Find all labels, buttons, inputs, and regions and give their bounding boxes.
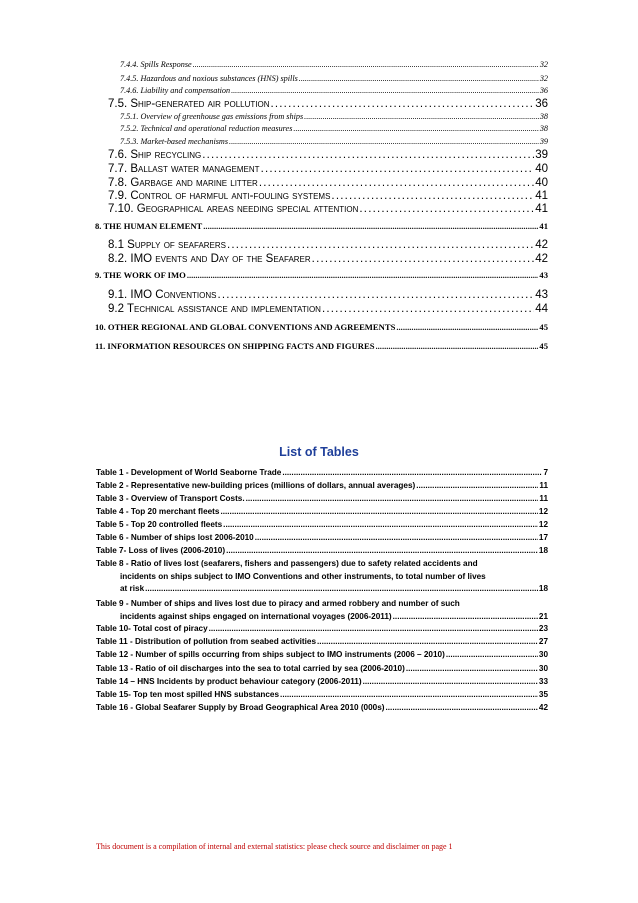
toc-entry-title: 7.4.6. Liability and compensation [120,86,231,95]
toc-entry-page: 41 [535,190,548,202]
table-entry[interactable] [96,468,548,480]
toc-entry[interactable] [95,341,548,354]
toc-entry-page: 39 [535,149,548,161]
toc-entry-page: 44 [535,303,548,315]
dot-leader [218,289,535,301]
table-entry-title-continued: incidents against ships engaged on international voyages (2006-2011) [120,611,392,621]
toc-entry-title: 7.5.3. Market-based mechanisms [120,137,229,146]
dot-leader [227,239,534,251]
dot-leader [393,611,538,624]
dot-leader [396,322,538,332]
toc-entry-page: 36 [535,98,548,110]
table-entry-page: 30 [538,650,548,659]
toc-entry-page: 45 [539,341,548,351]
table-entry-title: Table 6 - Number of ships lost 2006-2010 [96,533,254,542]
toc-entry-page: 38 [539,112,548,121]
dot-leader [282,468,542,477]
table-entry-page: 35 [538,690,548,699]
table-entry-page: 11 [539,481,548,490]
toc-entry-page: 38 [539,124,548,133]
dot-leader [322,303,534,315]
dot-leader [270,98,534,110]
table-entry-page: 12 [538,520,548,529]
toc-entry-title: 8.2. IMO events and Day of the Seafarer [108,253,311,265]
dot-leader [406,664,538,673]
table-entry[interactable] [96,520,548,532]
toc-entry-title: 7.6. Ship recycling [108,149,202,161]
dot-leader [386,703,538,712]
toc-entry-title: 7.5.2. Technical and operational reduction measures [120,124,293,133]
table-entry[interactable] [96,703,548,715]
toc-entry-title: 7.8. Garbage and marine litter [108,177,258,189]
table-entry-page: 11 [539,494,548,503]
table-entry-title: Table 15- Top ten most spilled HNS substances [96,690,280,699]
table-entry-page: 23 [538,624,548,633]
dot-leader [203,221,538,231]
dot-leader [317,637,538,646]
toc-entry-title: 7.5. Ship-generated air pollution [108,98,270,110]
toc-entry[interactable] [120,112,548,124]
table-entry-page: 42 [538,703,548,712]
list-of-tables-heading: List of Tables [279,445,359,459]
dot-leader [193,60,539,69]
table-entry-title: Table 12 - Number of spills occurring from ships subject to IMO instruments (2006 – 2010) [96,650,445,659]
toc-entry[interactable] [108,203,548,218]
dot-leader [446,650,538,659]
footer-disclaimer: This document is a compilation of internal and external statistics: please check source and disclaimer on page 1 [96,842,453,851]
toc-entry-page: 43 [539,270,548,280]
table-entry-title: Table 11 - Distribution of pollution from seabed activities [96,637,317,646]
table-entry-title: Table 16 - Global Seafarer Supply by Broad Geographical Area 2010 (000s) [96,703,385,712]
table-entry[interactable] [96,598,548,623]
dot-leader [331,190,534,202]
toc-entry-title: 7.10. Geographical areas needing special attention [108,203,359,215]
toc-entry-page: 36 [539,86,548,95]
toc-entry[interactable] [95,221,548,234]
table-entry-page: 18 [538,584,548,593]
table-entry[interactable] [96,494,548,506]
toc-entry[interactable] [95,322,548,335]
table-entry-title: Table 3 - Overview of Transport Costs. [96,494,245,503]
table-entry[interactable] [96,481,548,493]
toc-entry-page: 39 [539,137,548,146]
toc-entry[interactable] [120,137,548,149]
table-entry[interactable] [96,650,548,662]
dot-leader [226,546,538,555]
toc-entry-title: 7.7. Ballast water management [108,163,260,175]
dot-leader [223,520,538,529]
table-entry[interactable] [96,677,548,689]
toc-entry[interactable] [108,253,548,268]
toc-entry-page: 40 [535,163,548,175]
dot-leader [416,481,538,490]
toc-entry-title: 7.9. Control of harmful anti-fouling systems [108,190,331,202]
toc-entry-page: 43 [535,289,548,301]
dot-leader [259,177,534,189]
toc-entry-title: 7.5.1. Overview of greenhouse gas emissions from ships [120,112,304,121]
toc-entry[interactable] [108,289,548,304]
toc-entry[interactable] [108,239,548,254]
dot-leader [202,149,534,161]
table-entry-title: Table 8 - Ratio of lives lost (seafarers, fishers and passengers) due to safety related accidents and [96,559,478,568]
dot-leader [255,533,538,542]
toc-entry-title: 10. OTHER REGIONAL AND GLOBAL CONVENTIONS AND AGREEMENTS [95,322,396,332]
table-entry-title: Table 4 - Top 20 merchant fleets [96,507,220,516]
toc-entry-page: 41 [535,203,548,215]
table-entry-title: Table 2 - Representative new-building prices (millions of dollars, annual averages) [96,481,416,490]
table-entry-title-continued: at risk [120,584,145,593]
table-entry[interactable] [96,624,548,636]
table-entry[interactable] [96,533,548,545]
dot-leader [299,74,539,83]
table-entry-title-continued: incidents on ships subject to IMO Conventions and other instruments, to total number of lives [120,571,486,581]
dot-leader [145,583,538,596]
toc-entry-page: 42 [535,239,548,251]
toc-entry[interactable] [108,98,548,113]
toc-entry-page: 42 [535,253,548,265]
toc-entry-title: 8. THE HUMAN ELEMENT [95,221,203,231]
table-entry-title: Table 7- Loss of lives (2006-2010) [96,546,226,555]
table-entry-page: 33 [538,677,548,686]
toc-entry[interactable] [95,270,548,283]
dot-leader [231,86,539,95]
dot-leader [293,124,538,133]
toc-entry-title: 9. THE WORK OF IMO [95,270,186,280]
toc-entry[interactable] [120,124,548,136]
toc-entry[interactable] [108,149,548,164]
table-entry[interactable] [96,558,548,596]
table-entry[interactable] [96,507,548,519]
dot-leader [261,163,535,175]
dot-leader [312,253,535,265]
toc-entry-title: 9.2 Technical assistance and implementation [108,303,321,315]
table-entry-page: 27 [538,637,548,646]
dot-leader [363,677,538,686]
toc-entry-page: 41 [539,221,548,231]
toc-entry[interactable] [108,163,548,178]
table-entry-page: 7 [543,468,548,477]
toc-entry[interactable] [120,60,548,72]
table-entry[interactable] [96,546,548,558]
toc-entry-page: 45 [539,322,548,332]
dot-leader [187,270,539,280]
dot-leader [359,203,534,215]
table-entry-page: 30 [538,664,548,673]
table-entry-title: Table 5 - Top 20 controlled fleets [96,520,223,529]
table-entry-title: Table 1 - Development of World Seaborne Trade [96,468,282,477]
table-entry-title: Table 14 – HNS Incidents by product behaviour category (2006-2011) [96,677,362,686]
dot-leader [304,112,539,121]
toc-entry-title: 9.1. IMO Conventions [108,289,217,301]
dot-leader [246,494,539,503]
toc-entry-page: 40 [535,177,548,189]
dot-leader [376,341,539,351]
toc-entry-page: 32 [539,60,548,69]
toc-entry-page: 32 [539,74,548,83]
toc-entry[interactable] [120,74,548,86]
toc-entry-title: 8.1 Supply of seafarers [108,239,227,251]
toc-entry-title: 7.4.5. Hazardous and noxious substances (HNS) spills [120,74,298,83]
toc-entry[interactable] [120,86,548,98]
toc-entry-title: 7.4.4. Spills Response [120,60,192,69]
dot-leader [229,137,539,146]
toc-entry[interactable] [108,303,548,318]
table-entry-page: 18 [538,546,548,555]
dot-leader [209,624,538,633]
table-entry[interactable] [96,637,548,649]
table-entry-title: Table 9 - Number of ships and lives lost due to piracy and armed robbery and number of such [96,599,460,608]
table-entry-page: 12 [538,507,548,516]
table-entry-page: 17 [538,533,548,542]
table-entry[interactable] [96,690,548,702]
table-entry-title: Table 13 - Ratio of oil discharges into the sea to total carried by sea (2006-2010) [96,664,405,673]
dot-leader [220,507,537,516]
table-entry[interactable] [96,664,548,676]
dot-leader [280,690,538,699]
table-entry-page: 21 [538,611,548,621]
toc-entry-title: 11. INFORMATION RESOURCES ON SHIPPING FACTS AND FIGURES [95,341,375,351]
table-entry-title: Table 10- Total cost of piracy [96,624,208,633]
